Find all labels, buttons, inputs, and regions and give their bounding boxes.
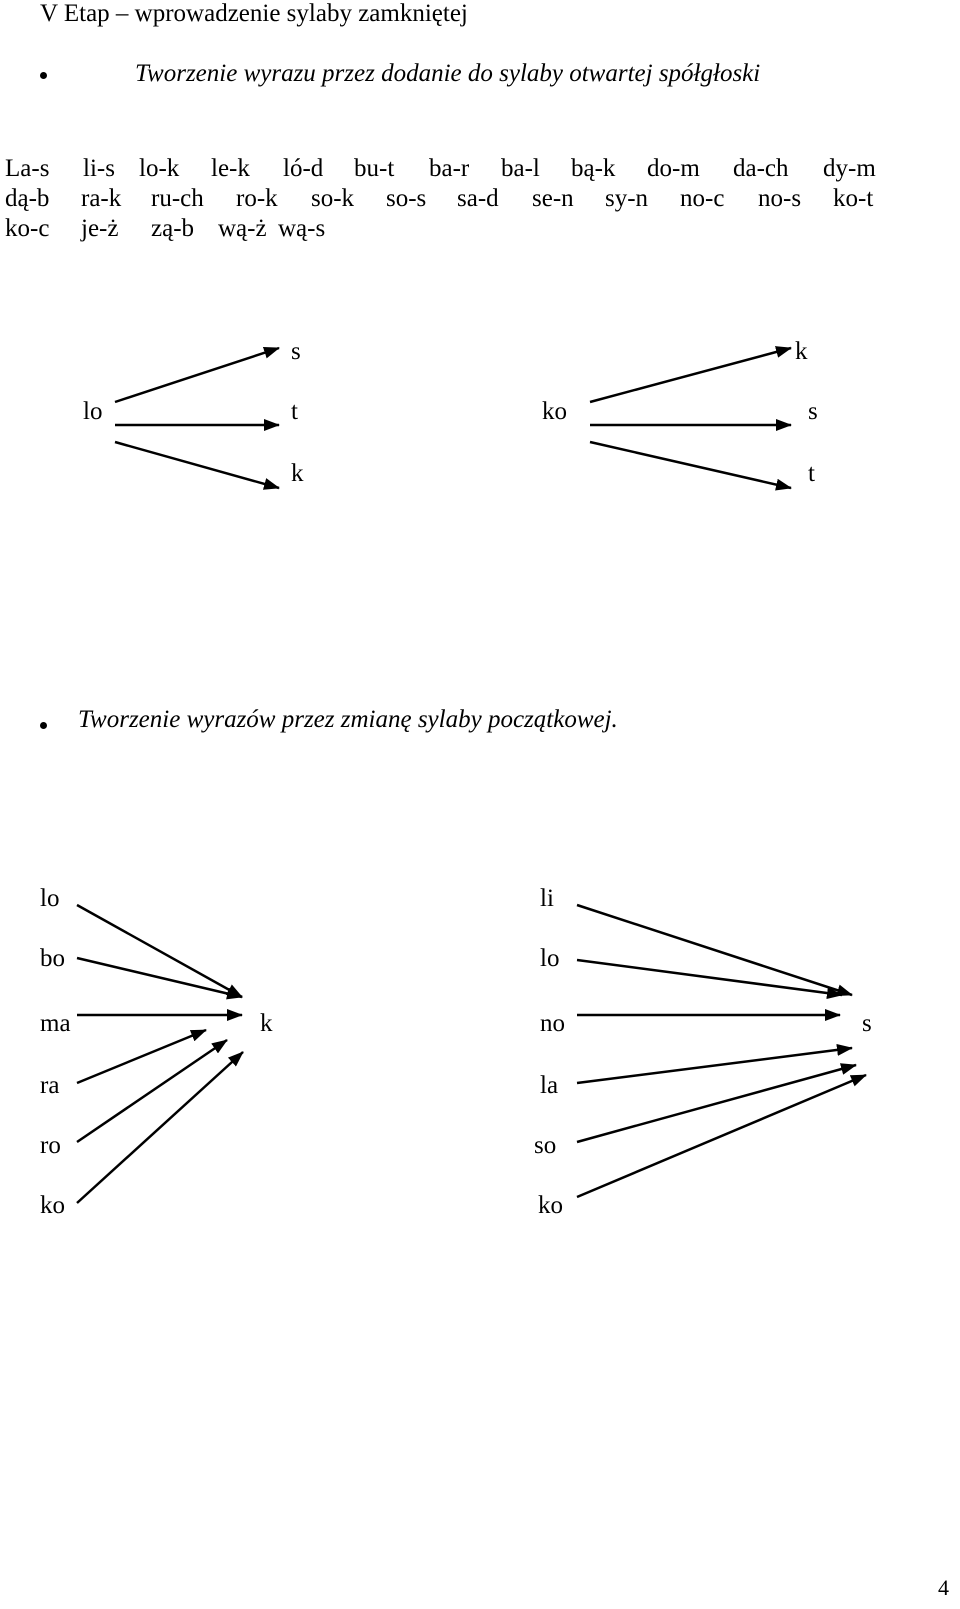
diagram2-source: ko: [542, 398, 567, 425]
syllable: lo-k: [139, 155, 180, 182]
diagram1-target: k: [291, 460, 304, 487]
syllable: no-c: [680, 185, 725, 212]
arrow: [577, 905, 852, 995]
syllable: le-k: [211, 155, 250, 182]
diagram3-source: ra: [40, 1072, 60, 1099]
syllable: so-k: [311, 185, 355, 212]
syllable: je-ż: [81, 215, 119, 242]
diagram2-target: t: [808, 460, 815, 487]
syllable: sy-n: [605, 185, 649, 212]
syllable: dy-m: [823, 155, 876, 182]
syllable: La-s: [5, 155, 50, 182]
syllable: ba-r: [429, 155, 470, 182]
arrow: [77, 1040, 227, 1142]
diagram4-source: ko: [538, 1192, 563, 1219]
syllable: wą-s: [278, 215, 326, 242]
syllable: bą-k: [571, 155, 616, 182]
diagram3-source: bo: [40, 945, 65, 972]
syllable: zą-b: [151, 215, 195, 242]
arrow: [77, 1052, 243, 1203]
syllable: sa-d: [457, 185, 499, 212]
diagram2-target: s: [808, 398, 818, 425]
syllable: so-s: [386, 185, 427, 212]
syllable: da-ch: [733, 155, 789, 182]
diagram4-source: no: [540, 1010, 565, 1037]
diagram4-source: lo: [540, 945, 560, 972]
syllable: ko-t: [833, 185, 874, 212]
syllable: bu-t: [354, 155, 395, 182]
diagram3-source: ma: [40, 1010, 71, 1037]
section1-heading: Tworzenie wyrazu przez dodanie do sylaby otwartej spółgłoski: [135, 60, 761, 87]
syllable: ba-l: [501, 155, 540, 182]
syllable: ru-ch: [151, 185, 204, 212]
diagram3-source: ro: [40, 1132, 61, 1159]
page-title: V Etap – wprowadzenie sylaby zamkniętej: [40, 0, 468, 27]
diagram1-source: lo: [83, 398, 103, 425]
diagram4-source: la: [540, 1072, 559, 1099]
syllable: ló-d: [283, 155, 324, 182]
diagram3-target: k: [260, 1010, 273, 1037]
diagram1-target: s: [291, 338, 301, 365]
syllable: wą-ż: [218, 215, 267, 242]
diagram1-target: t: [291, 398, 298, 425]
diagram4-source: so: [534, 1132, 557, 1159]
diagram3-source: lo: [40, 885, 60, 912]
syllable: li-s: [83, 155, 115, 182]
diagram4-source: li: [540, 885, 554, 912]
syllable: dą-b: [5, 185, 50, 212]
syllable: no-s: [758, 185, 802, 212]
diagram3-source: ko: [40, 1192, 65, 1219]
syllable: se-n: [532, 185, 574, 212]
arrow: [577, 1075, 866, 1197]
syllable: ko-c: [5, 215, 50, 242]
section2-heading: Tworzenie wyrazów przez zmianę sylaby początkowej.: [78, 706, 618, 733]
arrow: [77, 905, 242, 997]
arrow: [115, 442, 279, 488]
diagram4-target: s: [862, 1010, 872, 1037]
arrow: [590, 442, 791, 488]
syllable: ro-k: [236, 185, 278, 212]
syllable: ra-k: [81, 185, 122, 212]
arrow: [115, 348, 279, 402]
arrow: [77, 1030, 206, 1083]
diagram2-target: k: [795, 338, 808, 365]
arrow: [77, 958, 242, 997]
syllable: do-m: [647, 155, 700, 182]
page-number: 4: [938, 1575, 949, 1600]
arrow: [590, 348, 791, 402]
